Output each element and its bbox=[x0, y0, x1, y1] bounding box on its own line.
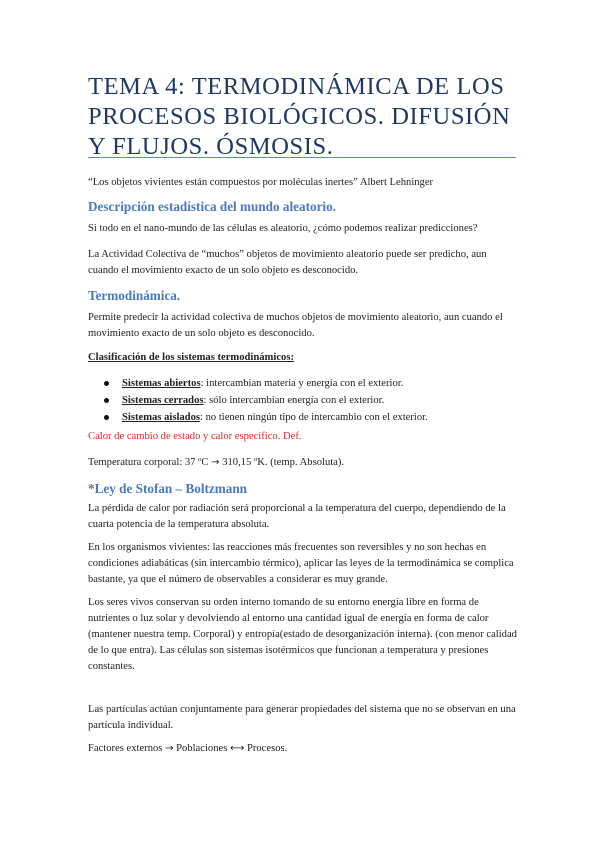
page-title: TEMA 4: TERMODINÁMICA DE LOS PROCESOS BIOLÓGICOS. DIFUSIÓN Y FLUJOS. ÓSMOSIS. bbox=[88, 73, 511, 160]
temp-text-a: Temperatura corporal: 37 ºC bbox=[88, 457, 212, 468]
list-item-desc: : sólo intercambian energía con el exterior. bbox=[203, 395, 385, 406]
classification-heading bbox=[88, 350, 518, 366]
list-item-desc: : intercambian materia y energía con el exterior. bbox=[200, 378, 404, 389]
paragraph: Permite predecir la actividad colectiva de muchos objetos de movimiento aleatorio, aun cuando el movimiento exacto de un solo objeto es desconocido. bbox=[88, 312, 503, 339]
section-heading-stefan-boltzmann: *Ley de Stofan – Boltzmann bbox=[88, 481, 247, 496]
paragraph: La Actividad Colectiva de “muchos” objetos de movimiento aleatorio puede ser predicho, aun cuando el movimiento exacto de un solo objeto es desconocido. bbox=[88, 249, 487, 276]
temp-text-b: 310,15 ºK. (temp. Absoluta). bbox=[219, 457, 345, 468]
factors-text-c: Procesos. bbox=[244, 743, 288, 754]
arrow-right-icon: → bbox=[211, 457, 220, 468]
paragraph: Las partículas actúan conjuntamente para generar propiedades del sistema que no se observan en una partícula individual. bbox=[88, 704, 516, 731]
list-item bbox=[104, 392, 428, 409]
systems-list bbox=[104, 375, 428, 426]
red-note: Calor de cambio de estado y calor específico. Def. bbox=[88, 431, 302, 442]
arrow-right-icon: → bbox=[165, 743, 174, 754]
bullet-icon bbox=[104, 415, 109, 420]
list-item bbox=[104, 409, 428, 426]
list-item-desc: : no tienen ningún tipo de intercambio con el exterior. bbox=[200, 412, 428, 423]
list-item-term: Sistemas cerrados bbox=[122, 395, 204, 406]
section-heading-thermodynamics: Termodinámica. bbox=[88, 288, 181, 303]
list-item-term: Sistemas aislados bbox=[122, 412, 200, 423]
bullet-icon bbox=[104, 381, 109, 386]
paragraph: Si todo en el nano-mundo de las células es aleatorio, ¿cómo podemos realizar predicciones? bbox=[88, 223, 478, 234]
classification-heading-text: Clasificación de los sistemas termodinámicos: bbox=[88, 352, 294, 363]
bullet-icon bbox=[104, 398, 109, 403]
list-item-term: Sistemas abiertos bbox=[122, 378, 201, 389]
body-temperature bbox=[88, 455, 518, 471]
factors-line bbox=[88, 741, 518, 757]
arrow-both-icon: ⟷ bbox=[229, 743, 245, 754]
list-item bbox=[104, 375, 428, 392]
paragraph: Los seres vivos conservan su orden interno tomando de su entorno energía libre en forma de nutrientes o luz solar y devolviendo al entorno una cantidad igual de energía en forma de calor (mantener nuestra temp. Corporal) y entropía(estado de desorganización interna). (con menor calidad de lo que entra). Las células son sistemas isotérmicos que funcionan a temperatura y presiones constantes. bbox=[88, 597, 517, 672]
quote: “Los objetos vivientes están compuestos por moléculas inertes” Albert Lehninger bbox=[88, 177, 434, 188]
paragraph: La pérdida de calor por radiación será proporcional a la temperatura del cuerpo, dependiendo de la cuarta potencia de la temperatura absoluta. bbox=[88, 503, 506, 530]
paragraph: En los organismos vivientes: las reacciones más frecuentes son reversibles y no son hechas en condiciones adiabáticas (sin intercambio térmico), aplicar las leyes de la termodinámica se complica bastante, ya que el número de observables a considerar es muy grande. bbox=[88, 542, 514, 585]
factors-text-b: Poblaciones bbox=[173, 743, 230, 754]
title-divider bbox=[88, 157, 516, 158]
section-heading-statistics: Descripción estadística del mundo aleatorio. bbox=[88, 199, 336, 214]
factors-text-a: Factores externos bbox=[88, 743, 166, 754]
